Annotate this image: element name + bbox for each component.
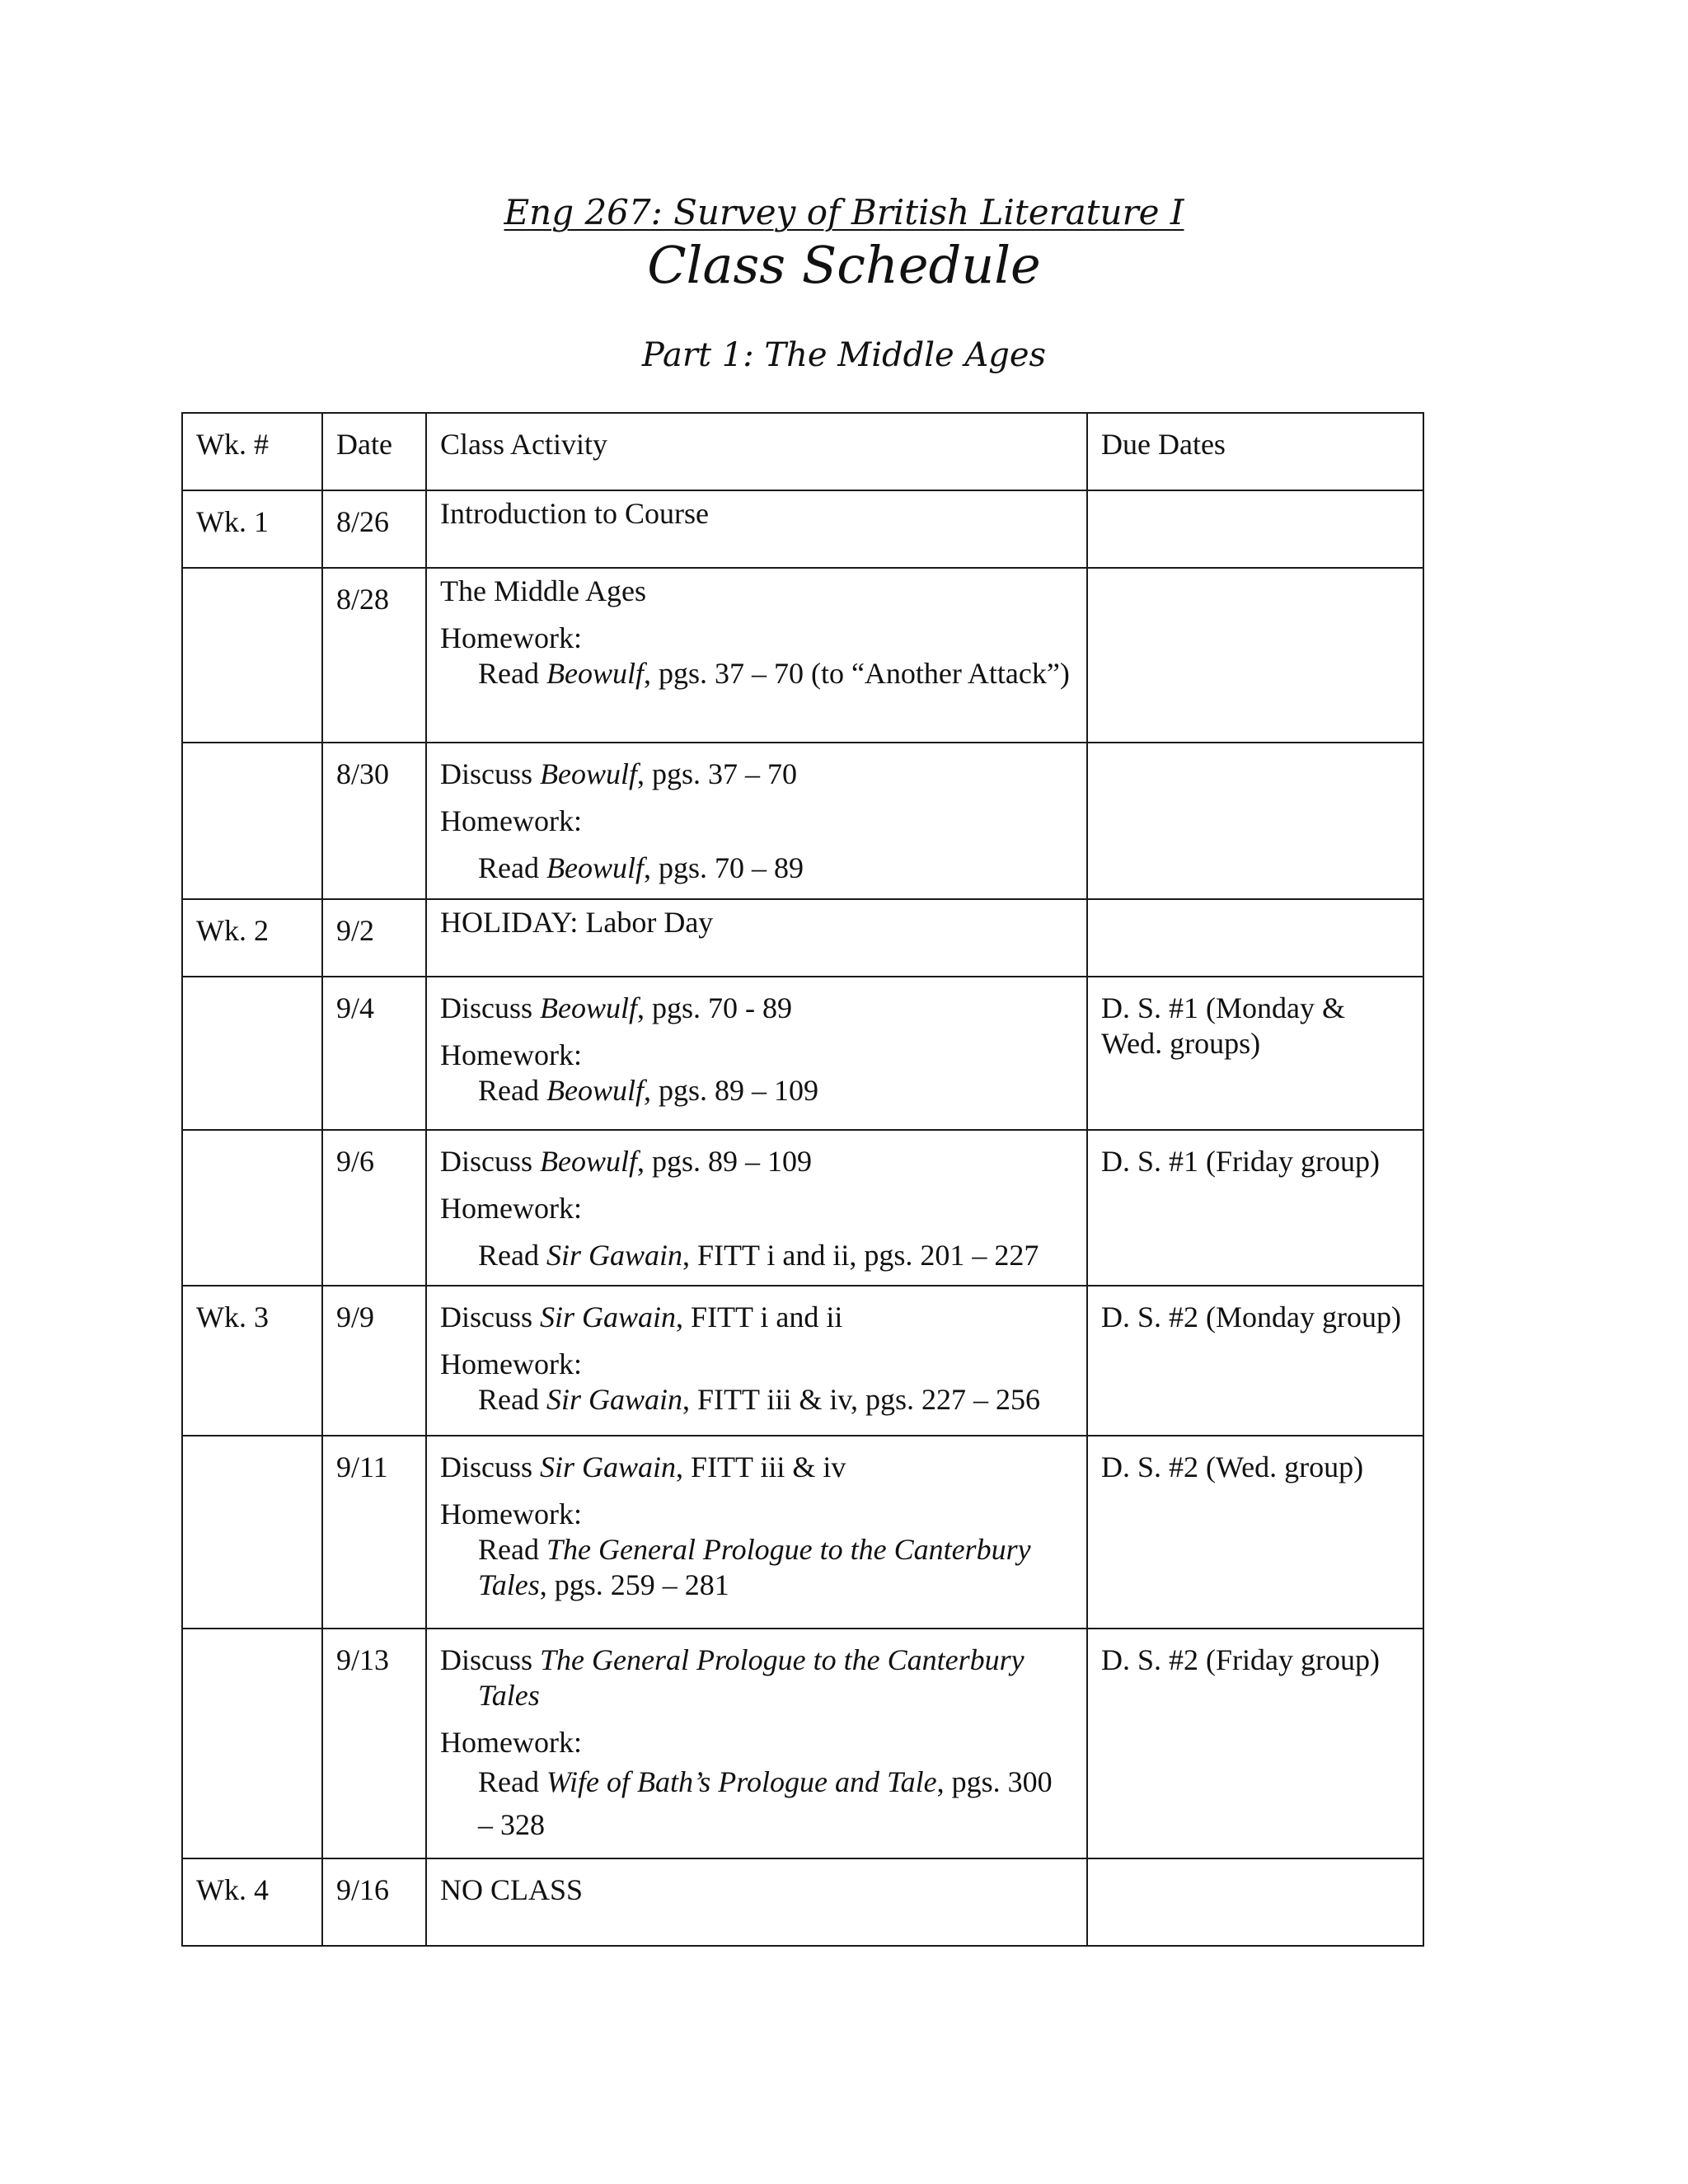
- activity-text: Discuss The General Prologue to the Canterbury Tales: [440, 1643, 1025, 1712]
- homework-text: Read Beowulf, pgs. 37 – 70 (to “Another Attack”): [478, 657, 1070, 690]
- work-title: Beowulf: [546, 1074, 644, 1107]
- homework-label: Homework:: [440, 1347, 582, 1380]
- activity-text: Discuss Beowulf, pgs. 89 – 109: [440, 1145, 813, 1178]
- work-title: Sir Gawain: [546, 1239, 682, 1272]
- activity-text: Discuss Beowulf, pgs. 70 - 89: [440, 991, 792, 1024]
- header-activity: Class Activity: [426, 413, 1087, 490]
- work-title: Beowulf: [540, 757, 637, 790]
- due-cell: [1087, 899, 1423, 977]
- table-row: [182, 1130, 1423, 1286]
- work-title: Beowulf: [540, 1145, 637, 1178]
- table-row: [182, 977, 1423, 1130]
- activity-cell: [426, 1858, 1087, 1946]
- activity-cell: [426, 899, 1087, 977]
- homework-text: Read The General Prologue to the Canterbury Tales, pgs. 259 – 281: [478, 1533, 1031, 1601]
- due-cell: D. S. #2 (Monday group): [1087, 1286, 1423, 1436]
- homework-label: Homework:: [440, 1497, 582, 1530]
- schedule-table: [181, 412, 1424, 1947]
- due-cell: [1087, 490, 1423, 568]
- activity-text: Discuss Sir Gawain, FITT i and ii: [440, 1301, 843, 1333]
- header-date: Date: [322, 413, 426, 490]
- work-title: Beowulf: [540, 991, 637, 1024]
- week-cell: [182, 1436, 322, 1629]
- week-cell: [182, 1629, 322, 1858]
- activity-cell: [426, 1286, 1087, 1436]
- work-title: Sir Gawain: [540, 1301, 677, 1333]
- activity-cell: [426, 743, 1087, 899]
- date-cell: 9/6: [322, 1130, 426, 1286]
- table-row: [182, 1436, 1423, 1629]
- header-due: Due Dates: [1087, 413, 1423, 490]
- activity-text: Introduction to Course: [440, 497, 709, 530]
- due-cell: D. S. #1 (Monday & Wed. groups): [1087, 977, 1423, 1130]
- table-row: [182, 490, 1423, 568]
- due-cell: D. S. #2 (Wed. group): [1087, 1436, 1423, 1629]
- date-cell: 8/26: [322, 490, 426, 568]
- activity-text: Discuss Beowulf, pgs. 37 – 70: [440, 757, 798, 790]
- due-cell: D. S. #1 (Friday group): [1087, 1130, 1423, 1286]
- homework-text: Read Beowulf, pgs. 89 – 109: [478, 1074, 818, 1107]
- date-cell: 9/16: [322, 1858, 426, 1946]
- work-title: Beowulf: [546, 657, 644, 690]
- work-title: The General Prologue to the Canterbury Tales: [478, 1533, 1031, 1601]
- activity-cell: [426, 1436, 1087, 1629]
- due-cell: [1087, 1858, 1423, 1946]
- date-cell: 9/13: [322, 1629, 426, 1858]
- date-cell: 9/4: [322, 977, 426, 1130]
- table-header-row: [182, 413, 1423, 490]
- table-row: [182, 1286, 1423, 1436]
- week-cell: Wk. 1: [182, 490, 322, 568]
- table-row: [182, 1858, 1423, 1946]
- date-cell: 9/11: [322, 1436, 426, 1629]
- activity-text: The Middle Ages: [440, 574, 646, 607]
- homework-label: Homework:: [440, 1192, 582, 1225]
- homework-text: Read Sir Gawain, FITT iii & iv, pgs. 227 – 256: [478, 1383, 1041, 1416]
- header-week: Wk. #: [182, 413, 322, 490]
- date-cell: 9/2: [322, 899, 426, 977]
- course-title: Eng 267: Survey of British Literature I: [504, 192, 1184, 232]
- work-title: Wife of Bath’s Prologue and Tale: [546, 1765, 937, 1798]
- activity-text: NO CLASS: [440, 1873, 584, 1906]
- week-cell: [182, 977, 322, 1130]
- due-cell: D. S. #2 (Friday group): [1087, 1629, 1423, 1858]
- activity-text: Discuss Sir Gawain, FITT iii & iv: [440, 1451, 846, 1483]
- activity-text: HOLIDAY: Labor Day: [440, 906, 714, 939]
- table-row: [182, 743, 1423, 899]
- activity-cell: [426, 1629, 1087, 1858]
- homework-label: Homework:: [440, 1038, 582, 1071]
- week-cell: [182, 743, 322, 899]
- week-cell: [182, 568, 322, 743]
- homework-text: Read Wife of Bath’s Prologue and Tale, pgs. 300 – 328: [478, 1765, 1053, 1841]
- work-title: Beowulf: [546, 851, 644, 884]
- homework-label: Homework:: [440, 804, 582, 837]
- table-row: [182, 1629, 1423, 1858]
- due-cell: [1087, 568, 1423, 743]
- date-cell: 9/9: [322, 1286, 426, 1436]
- work-title: Sir Gawain: [540, 1451, 677, 1483]
- homework-label: Homework:: [440, 1726, 582, 1759]
- schedule-title: Class Schedule: [647, 235, 1041, 295]
- work-title: Sir Gawain: [546, 1383, 682, 1416]
- week-cell: Wk. 3: [182, 1286, 322, 1436]
- homework-text: Read Beowulf, pgs. 70 – 89: [478, 851, 804, 884]
- activity-cell: [426, 490, 1087, 568]
- activity-cell: [426, 1130, 1087, 1286]
- homework-text: Read Sir Gawain, FITT i and ii, pgs. 201 – 227: [478, 1239, 1039, 1272]
- activity-cell: [426, 568, 1087, 743]
- date-cell: 8/28: [322, 568, 426, 743]
- activity-cell: [426, 977, 1087, 1130]
- work-title: The General Prologue to the Canterbury Tales: [478, 1643, 1025, 1712]
- table-row: [182, 899, 1423, 977]
- week-cell: Wk. 4: [182, 1858, 322, 1946]
- week-cell: Wk. 2: [182, 899, 322, 977]
- part-title: Part 1: The Middle Ages: [641, 336, 1047, 374]
- date-cell: 8/30: [322, 743, 426, 899]
- homework-label: Homework:: [440, 621, 582, 654]
- table-row: [182, 568, 1423, 743]
- due-cell: [1087, 743, 1423, 899]
- week-cell: [182, 1130, 322, 1286]
